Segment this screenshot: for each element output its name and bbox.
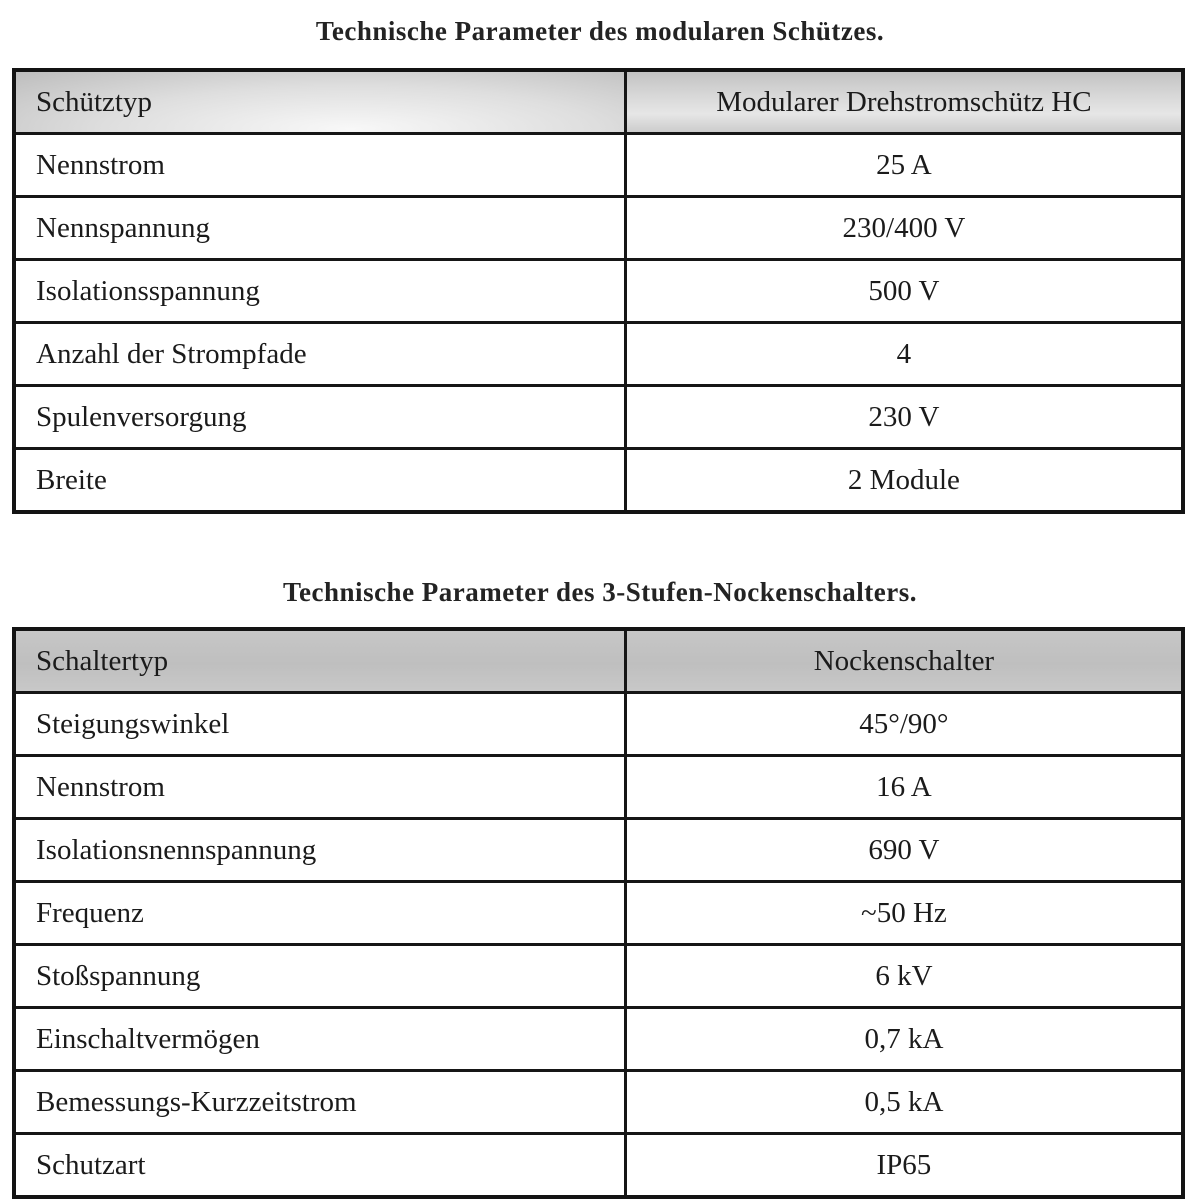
table-row [14, 882, 1183, 945]
param-cell: Isolationsspannung [14, 260, 625, 323]
value-cell: 0,5 kA [625, 1071, 1183, 1134]
value-cell: ~50 Hz [625, 882, 1183, 945]
value-cell: 4 [625, 323, 1183, 386]
table-row [14, 1008, 1183, 1071]
table-modular-contactor [12, 68, 1185, 514]
table-row [14, 449, 1183, 513]
param-cell: Einschaltvermögen [14, 1008, 625, 1071]
table1-header-row [14, 70, 1183, 134]
table-row [14, 945, 1183, 1008]
param-cell: Isolationsnennspannung [14, 819, 625, 882]
param-cell: Breite [14, 449, 625, 513]
value-cell: 690 V [625, 819, 1183, 882]
param-cell: Anzahl der Strompfade [14, 323, 625, 386]
value-cell: IP65 [625, 1134, 1183, 1198]
table-row [14, 134, 1183, 197]
value-cell: 45°/90° [625, 693, 1183, 756]
table-row [14, 819, 1183, 882]
table1-caption: Technische Parameter des modularen Schützes. [315, 16, 885, 46]
table-row [14, 756, 1183, 819]
param-cell: Steigungswinkel [14, 693, 625, 756]
value-cell: 16 A [625, 756, 1183, 819]
table-row [14, 693, 1183, 756]
table1-header-param-cell: Schütztyp [14, 70, 625, 134]
table-cam-switch [12, 627, 1185, 1199]
param-cell: Nennspannung [14, 197, 625, 260]
value-cell: 500 V [625, 260, 1183, 323]
param-cell: Stoßspannung [14, 945, 625, 1008]
table2-header-row [14, 629, 1183, 693]
value-cell: 230/400 V [625, 197, 1183, 260]
param-cell: Frequenz [14, 882, 625, 945]
table2-header-param-cell: Schaltertyp [14, 629, 625, 693]
value-cell: 230 V [625, 386, 1183, 449]
param-cell: Nennstrom [14, 134, 625, 197]
param-cell: Nennstrom [14, 756, 625, 819]
table-row [14, 260, 1183, 323]
value-cell: 0,7 kA [625, 1008, 1183, 1071]
value-cell: 2 Module [625, 449, 1183, 513]
param-cell: Schutzart [14, 1134, 625, 1198]
table-row [14, 323, 1183, 386]
table2-header-value-cell: Nockenschalter [625, 629, 1183, 693]
value-cell: 25 A [625, 134, 1183, 197]
table1-header-value-cell: Modularer Drehstromschütz HC [625, 70, 1183, 134]
param-cell: Spulenversorgung [14, 386, 625, 449]
table-row [14, 386, 1183, 449]
value-cell: 6 kV [625, 945, 1183, 1008]
table-row [14, 1071, 1183, 1134]
param-cell: Bemessungs-Kurzzeitstrom [14, 1071, 625, 1134]
table-row [14, 1134, 1183, 1198]
table2-caption: Technische Parameter des 3-Stufen-Nockenschalters. [283, 577, 917, 607]
table-row [14, 197, 1183, 260]
